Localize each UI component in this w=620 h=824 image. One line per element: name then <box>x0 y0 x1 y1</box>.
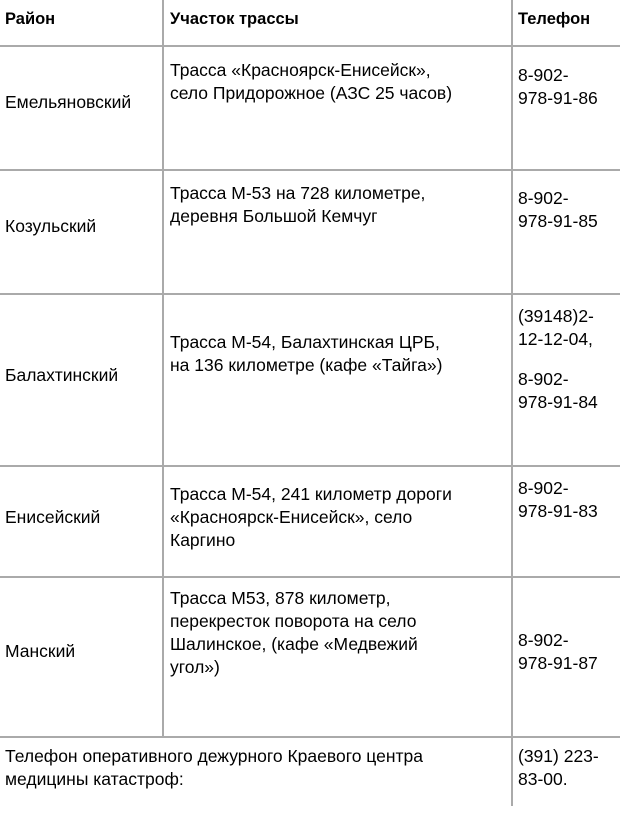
phone-cell: 8-902- 978-91-83 <box>518 478 598 521</box>
section-cell: Трасса М53, 878 километр, перекресток поворота на село Шалинское, (кафе «Медвежий угол») <box>170 588 418 677</box>
header-phone: Телефон <box>518 10 591 28</box>
grid-line <box>162 0 164 737</box>
header-district: Район <box>5 10 56 28</box>
district-cell: Енисейский <box>5 507 101 527</box>
section-cell: Трасса М-54, 241 километр дороги «Красноярск-Енисейск», село Каргино <box>170 484 452 550</box>
phone-cell: (39148)2- 12-12-04, <box>518 306 594 349</box>
grid-line <box>0 465 620 467</box>
district-cell: Козульский <box>5 216 97 236</box>
grid-line <box>0 169 620 171</box>
district-cell: Емельяновский <box>5 92 132 112</box>
phone-cell: 8-902- 978-91-86 <box>518 65 598 108</box>
grid-line <box>511 0 513 806</box>
grid-line <box>0 45 620 47</box>
phone-cell: 8-902- 978-91-87 <box>518 630 598 673</box>
district-cell: Балахтинский <box>5 365 119 385</box>
phone-cell: 8-902- 978-91-84 <box>518 369 598 412</box>
header-section: Участок трассы <box>170 10 299 28</box>
district-cell: Манский <box>5 641 76 661</box>
section-cell: Трасса «Красноярск-Енисейск», село Придорожное (АЗС 25 часов) <box>170 60 453 103</box>
grid-line <box>0 293 620 295</box>
footer-label: Телефон оперативного дежурного Краевого центра медицины катастроф: <box>5 746 424 789</box>
section-cell: Трасса М-53 на 728 километре, деревня Большой Кемчуг <box>170 183 426 226</box>
footer-phone: (391) 223- 83-00. <box>518 746 599 789</box>
grid-line <box>0 736 620 738</box>
section-cell: Трасса М-54, Балахтинская ЦРБ, на 136 километре (кафе «Тайга») <box>170 332 443 375</box>
grid-line <box>0 576 620 578</box>
phone-cell: 8-902- 978-91-85 <box>518 188 598 231</box>
